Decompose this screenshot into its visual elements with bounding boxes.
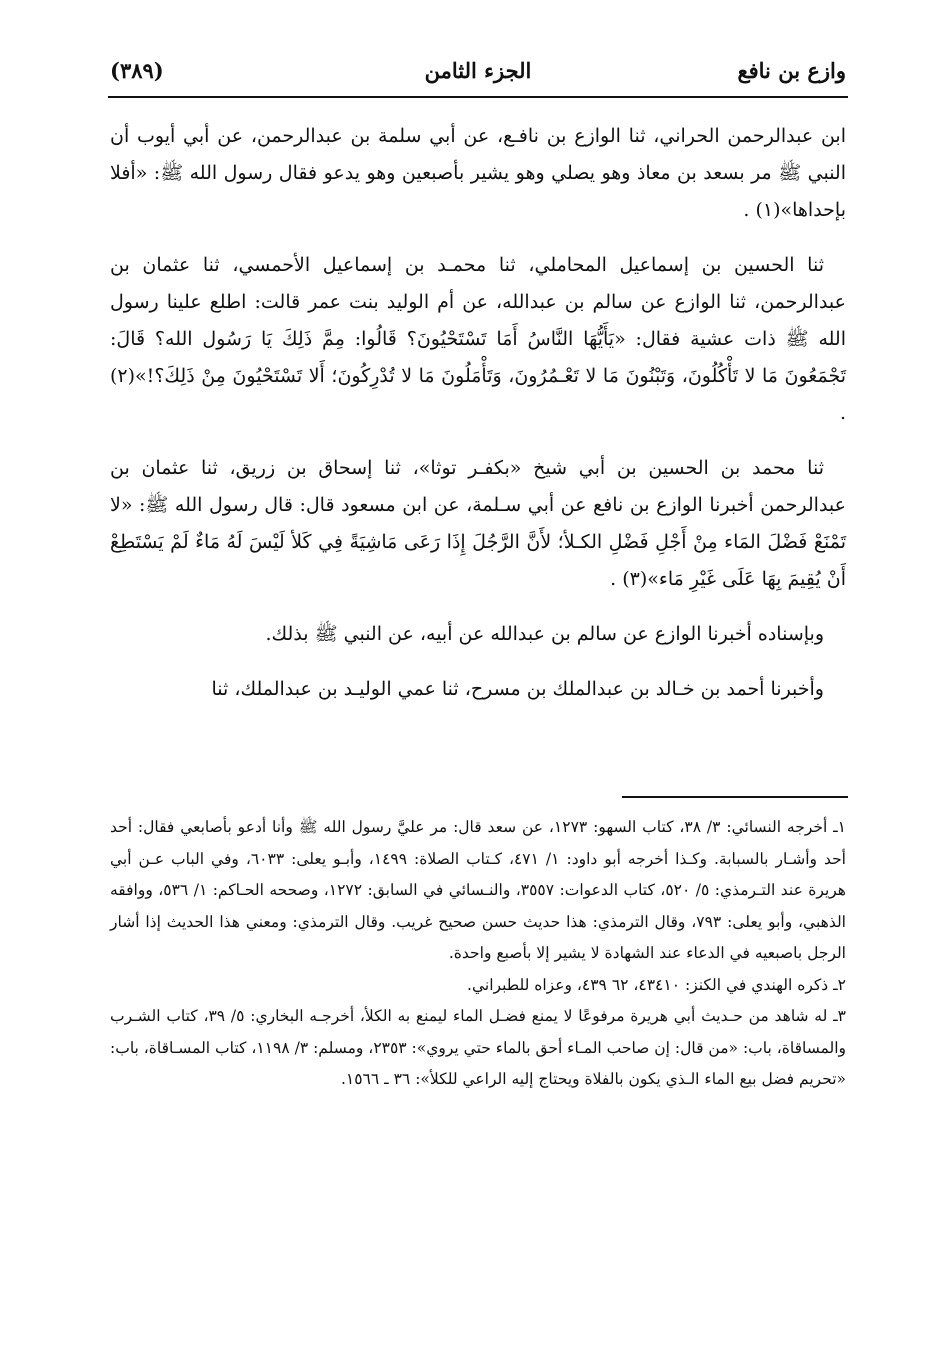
footnote-2: ٢ـ ذكره الهندي في الكنز: ٤٣٤١٠، ٦٢ ٤٣٩، وعزاه للطبراني. — [467, 975, 846, 994]
paragraph-1: ابن عبدالرحمن الحراني، ثنا الوازع بن نافـع، عن أبي سلمة بن عبدالرحمن، عن أبي أيوب أن النبي ﷺ مر بسعد بن معاذ وهو يصلي وهو يشير بأصبعين وهو يدعو فقال رسول الله ﷺ: «أفلا بإحداها»(١) . — [110, 125, 846, 221]
main-text — [110, 118, 846, 726]
header-section-title: وازع بن نافع — [737, 58, 846, 83]
footnote-3: ٣ـ له شاهد من حـديث أبي هريرة مرفوعًا لا يمنع فضـل الماء ليمنع به الكلأ، أخرجـه البخاري: ٥/ ٣٩، كتاب الشـرب والمساقاة، باب: «من قال: إن صاحب المـاء أحق بالماء حتي يروي»: ٢٣٥٣، ومسلم: ٣/ ١١٩٨، كتاب المسـاقاة، باب: «تحريم فضل بيع الماء الـذي يكون بالفلاة ويحتاج إليه الراعي للكلأ»: ٣٦ ـ ١٥٦٦. — [110, 1007, 847, 1088]
paragraph-5: وأخبرنا أحمد بن خـالد بن عبدالملك بن مسرح، ثنا عمي الوليـد بن عبدالملك، ثنا — [211, 678, 824, 700]
paragraph-3: ثنا محمد بن الحسين بن أبي شيخ «بكفـر توثا»، ثنا إسحاق بن زريق، ثنا عثمان بن عبدالرحمن أخبرنا الوازع بن نافع عن أبي سـلمة، عن ابن مسعود قال: قال رسول الله ﷺ: «لا تَمْنَعْ فَضْلَ المَاء مِنْ أَجْلِ فَضْلِ الكـلأ؛ لأَنَّ الرَّجُلَ إِذَا رَعَى مَاشِيَةً فِي كَلأ لَيْسَ لَهُ مَاءٌ لَمْ يَسْتَطِعْ أَنْ يُقِيمَ بِهَا عَلَى غَيْرِ مَاء»(٣) . — [110, 457, 846, 590]
footnote-divider — [622, 796, 848, 798]
paragraph-2: ثنا الحسين بن إسماعيل المحاملي، ثنا محمـد بن إسماعيل الأحمسي، ثنا عثمان بن عبدالرحمن، ثنا الوازع عن سالم بن عبدالله، عن أم الوليد بنت عمر قالت: اطلع علينا رسول الله ﷺ ذات عشية فقال: «يَأَيُّهَا النَّاسُ أَمَا تَسْتَحْيُونَ؟ قَالُوا: مِمَّ ذَلِكَ يَا رَسُول الله؟ قَالَ: تَجْمَعُونَ مَا لا تَأْكُلُونَ، وَتَبْنُونَ مَا لا تَعْـمُرُونَ، وَتَأْمَلُونَ مَا لا تُدْرِكُونَ؛ أَلا تَسْتَحْيُونَ مِنْ ذَلِكَ؟!»(٢) . — [110, 254, 846, 424]
footnote-1: ١ـ أخرجه النسائي: ٣/ ٣٨، كتاب السهو: ١٢٧٣، عن سعد قال: مر عليَّ رسول الله ﷺ وأنا أدعو بأصابعي فقال: أحد أحد وأشـار بالسبابة. وكـذا أخرجه أبو داود: ١/ ٤٧١، كـتاب الصلاة: ١٤٩٩، وأبـو يعلى: ٦٠٣٣، وفي الباب عـن أبي هريرة عند التـرمذي: ٥/ ٥٢٠، كتاب الدعوات: ٣٥٥٧، والنـسائي في السابق: ١٢٧٢، وصححه الحـاكم: ١/ ٥٣٦، ووافقه الذهبي، وأبو يعلى: ٧٩٣، وقال الترمذي: هذا حديث حسن صحيح غريب. وقال الترمذي: ومعني هذا الحديث إذا أشار الرجل باصبعيه في الدعاء عند الشهادة لا يشير إلا بأصبع واحدة. — [110, 818, 846, 962]
header-volume: الجزء الثامن — [424, 58, 532, 83]
paragraph-4: وبإسناده أخبرنا الوازع عن سالم بن عبدالله عن أبيه، عن النبي ﷺ بذلك. — [265, 623, 824, 645]
footnotes — [110, 812, 846, 1096]
header-divider — [108, 96, 848, 98]
running-header — [110, 56, 846, 94]
page-number: (٣٨٩) — [110, 58, 164, 83]
